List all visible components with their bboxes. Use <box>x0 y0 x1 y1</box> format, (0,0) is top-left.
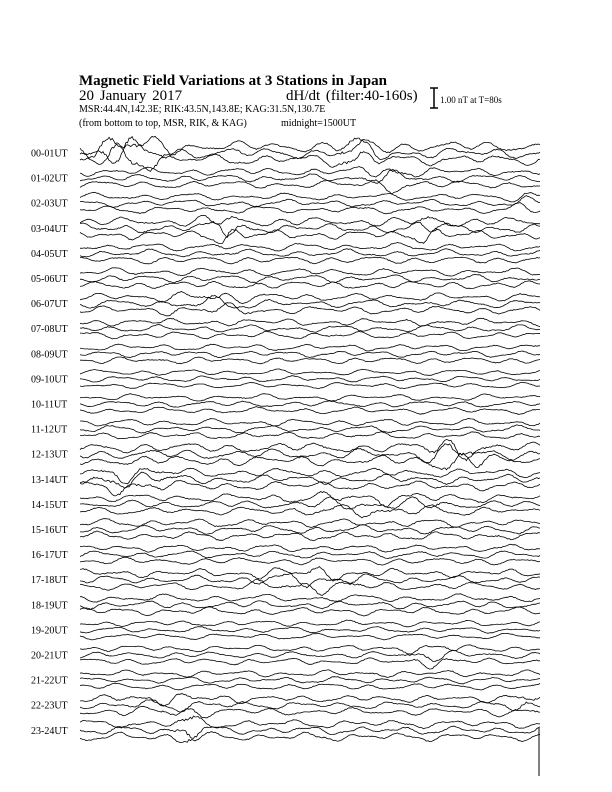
trace-line <box>80 544 540 552</box>
trace-line <box>80 318 540 326</box>
trace-line <box>80 650 540 661</box>
hour-label: 00-01UT <box>31 148 68 160</box>
trace-line <box>80 401 540 407</box>
chart-title: Magnetic Field Variations at 3 Stations in Japan <box>79 73 387 89</box>
hour-label: 22-23UT <box>31 700 68 712</box>
hour-label: 04-05UT <box>31 248 68 260</box>
trace-area <box>80 136 540 776</box>
trace-line <box>80 192 540 202</box>
trace-line <box>80 620 540 627</box>
trace-line <box>80 439 540 460</box>
hour-label: 18-19UT <box>31 600 68 612</box>
scale-label: 1.00 nT at T=80s <box>440 95 502 105</box>
trace-line <box>80 257 540 264</box>
station-list: MSR:44.4N,142.3E; RIK:43.5N,143.8E; KAG:31.5N,130.7E <box>79 104 326 115</box>
hour-label: 13-14UT <box>31 474 68 486</box>
trace-line <box>80 531 540 541</box>
hour-label: 14-15UT <box>31 499 68 511</box>
chart-mode: dH/dt (filter:40-160s) <box>286 88 418 104</box>
trace-line <box>80 444 540 463</box>
trace-line <box>80 700 540 712</box>
hour-label: 05-06UT <box>31 274 68 285</box>
trace-line <box>80 492 540 507</box>
hour-label: 16-17UT <box>31 550 68 562</box>
trace-line <box>80 357 540 364</box>
hour-label: 09-10UT <box>31 374 68 386</box>
hour-label: 21-22UT <box>31 675 68 687</box>
trace-line <box>80 677 540 684</box>
trace-line <box>80 419 540 427</box>
station-order-note: (from bottom to top, MSR, RIK, & KAG) <box>79 118 247 129</box>
trace-line <box>80 525 540 535</box>
hour-label: 20-21UT <box>31 650 68 662</box>
trace-line <box>80 303 540 316</box>
trace-line <box>80 136 540 158</box>
trace-line <box>80 180 540 194</box>
trace-line <box>80 351 540 358</box>
trace-line <box>80 369 540 375</box>
trace-line <box>80 607 540 616</box>
hour-label: 11-12UT <box>31 424 68 436</box>
trace-line <box>80 275 540 283</box>
trace-line <box>80 716 540 729</box>
trace-line <box>80 645 540 654</box>
trace-line <box>80 325 540 333</box>
trace-line <box>80 627 540 634</box>
trace-line <box>80 382 540 388</box>
hour-label: 02-03UT <box>31 198 68 210</box>
trace-line <box>80 268 540 276</box>
trace-line <box>80 376 540 382</box>
hour-label: 07-08UT <box>31 324 68 336</box>
hour-label: 12-13UT <box>31 449 68 461</box>
trace-line <box>80 594 540 603</box>
trace-line <box>80 249 540 257</box>
trace-line <box>80 407 540 415</box>
trace-line <box>80 670 540 678</box>
scale-bar-icon <box>428 87 440 109</box>
trace-line <box>80 683 540 690</box>
trace-line <box>80 633 540 640</box>
hour-label: 01-02UT <box>31 173 68 185</box>
trace-line <box>80 167 540 178</box>
trace-line <box>80 344 540 351</box>
trace-line <box>80 242 540 251</box>
hour-label: 10-11UT <box>31 399 68 411</box>
midnight-note: midnight=1500UT <box>281 118 357 129</box>
trace-line <box>80 281 540 289</box>
hour-label: 17-18UT <box>31 575 68 587</box>
trace-line <box>80 203 540 214</box>
hour-label: 19-20UT <box>31 625 68 637</box>
trace-line <box>80 331 540 339</box>
hour-label: 06-07UT <box>31 299 68 311</box>
trace-line <box>80 196 540 208</box>
hour-labels <box>31 149 68 737</box>
hour-label: 03-04UT <box>31 223 68 235</box>
trace-line <box>80 169 540 183</box>
trace-line <box>80 557 540 565</box>
hour-label: 15-16UT <box>31 525 68 536</box>
trace-line <box>80 394 540 401</box>
trace-line <box>80 706 540 718</box>
trace-line <box>80 215 540 226</box>
trace-line <box>80 601 540 610</box>
chart-date: 20 January 2017 <box>79 88 183 104</box>
trace-line <box>80 432 540 439</box>
trace-line <box>80 481 540 496</box>
hour-label: 08-09UT <box>31 349 68 361</box>
trace-line <box>80 292 540 304</box>
hour-label: 23-24UT <box>31 725 68 737</box>
trace-line <box>80 658 540 669</box>
trace-line <box>80 726 540 738</box>
